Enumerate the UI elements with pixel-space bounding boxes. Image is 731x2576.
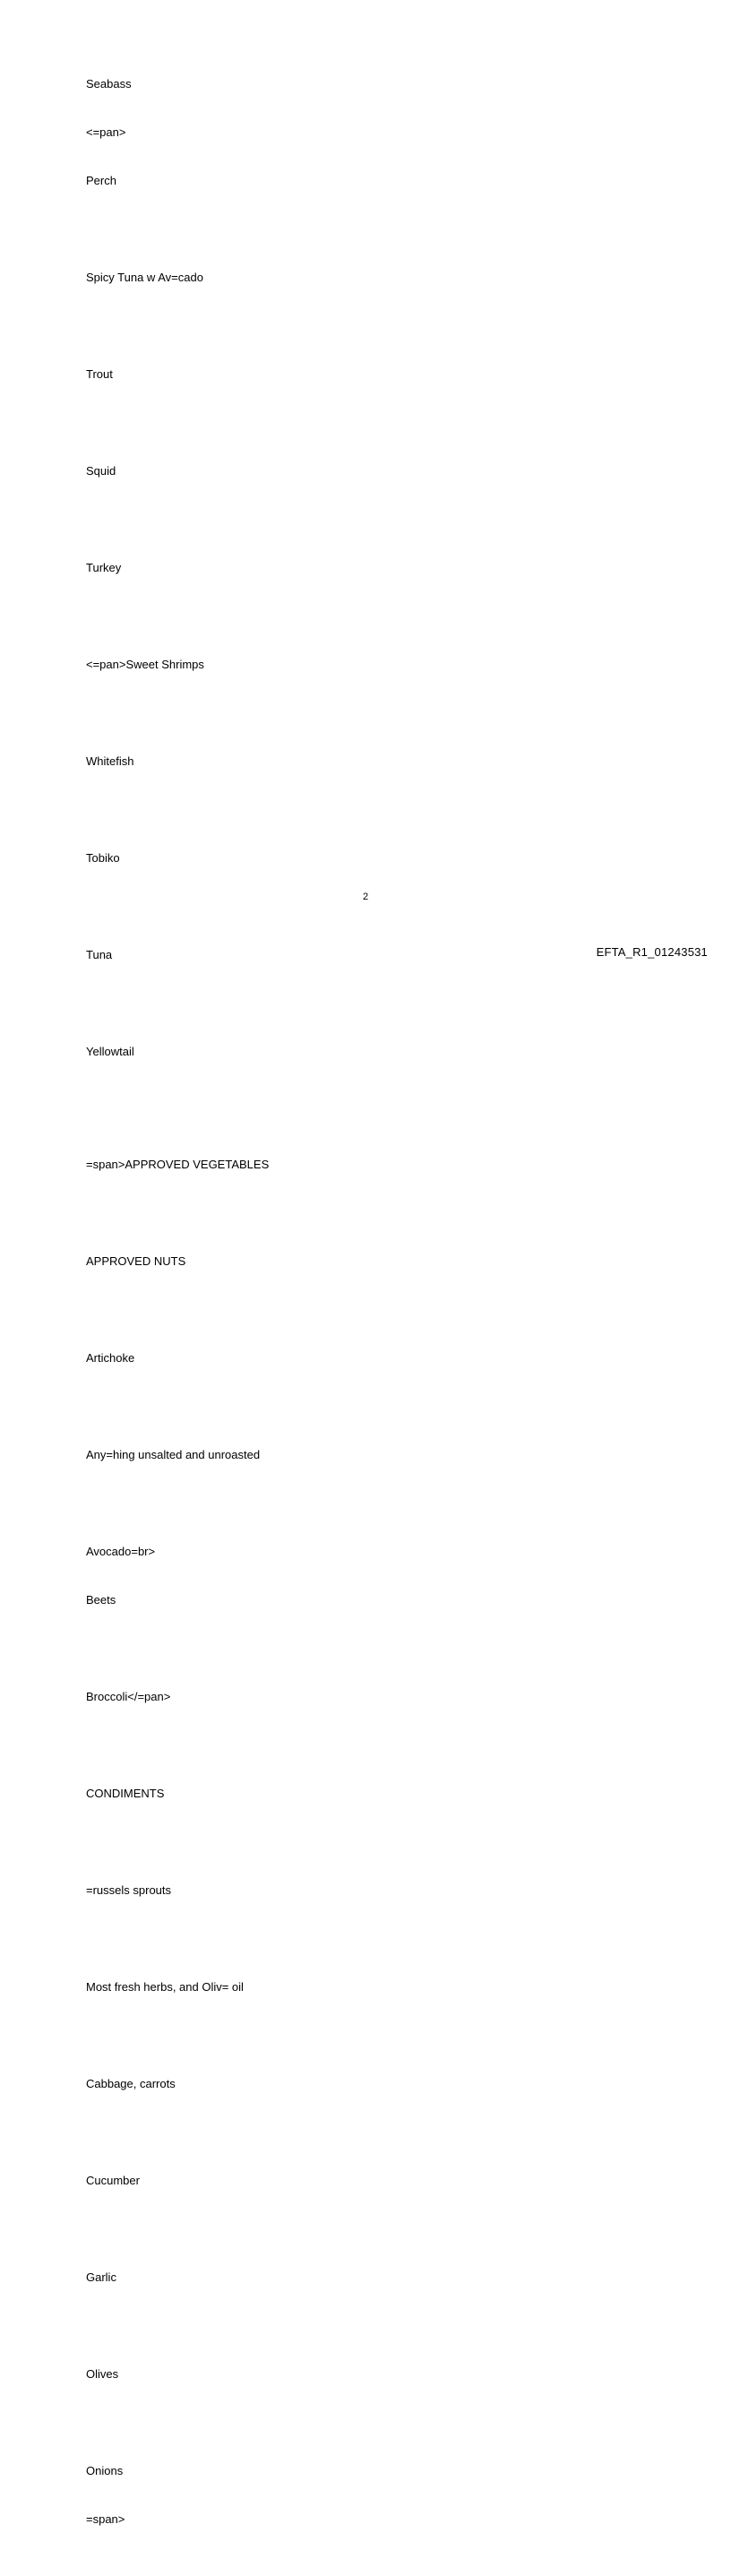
paragraph [86,44,659,221]
paragraph [86,528,659,608]
text-line: =span> [86,2512,125,2526]
text-line: <=pan>Sweet Shrimps [86,658,204,671]
section-heading [86,1753,659,1834]
paragraph [86,237,659,318]
text-line: Onions [86,2464,124,2477]
text-line: Garlic [86,2270,116,2284]
paragraph [86,2237,659,2318]
paragraph [86,818,659,899]
document-body [86,44,659,2576]
text-line: Trout [86,367,113,381]
paragraph [86,1415,659,1495]
paragraph [86,2431,659,2560]
text-line: Perch [86,174,116,187]
paragraph [86,1512,659,1641]
text-line: Beets [86,1593,116,1607]
section-heading [86,1221,659,1302]
paragraph [86,1318,659,1399]
text-line: Yellowtail [86,1045,134,1058]
text-line: Any=hing unsalted and unroasted [86,1448,261,1461]
paragraph [86,2044,659,2124]
paragraph [86,1012,659,1092]
section-heading [86,1124,659,1205]
page-number: 2 [362,892,369,902]
text-line: Artichoke [86,1351,135,1365]
text-line: Most fresh herbs, and Oliv= oil [86,1980,244,1994]
text-line: APPROVED NUTS [86,1254,186,1268]
text-line: Avocado=br> [86,1545,156,1558]
text-line: =russels sprouts [86,1883,172,1897]
text-line: Cabbage, carrots [86,2077,176,2090]
paragraph [86,334,659,415]
text-line: Seabass [86,77,132,90]
text-line: Broccoli</=pan> [86,1690,171,1703]
text-line: Cucumber [86,2174,140,2187]
paragraph [86,625,659,705]
text-line: <=pan> [86,125,126,139]
text-line: Olives [86,2367,119,2381]
text-line: Tobiko [86,851,120,865]
text-line: Turkey [86,561,122,574]
paragraph [86,915,659,995]
text-line: Squid [86,464,116,478]
paragraph [86,721,659,802]
paragraph [86,431,659,512]
paragraph [86,2141,659,2221]
text-line: Whitefish [86,754,134,768]
text-line: Tuna [86,948,113,961]
text-line: CONDIMENTS [86,1787,165,1800]
paragraph [86,1657,659,1737]
paragraph [86,1850,659,1931]
paragraph [86,2334,659,2415]
document-id: EFTA_R1_01243531 [596,945,708,959]
text-line: Spicy Tuna w Av=cado [86,271,203,284]
text-line: =span>APPROVED VEGETABLES [86,1158,270,1171]
paragraph [86,1947,659,2028]
